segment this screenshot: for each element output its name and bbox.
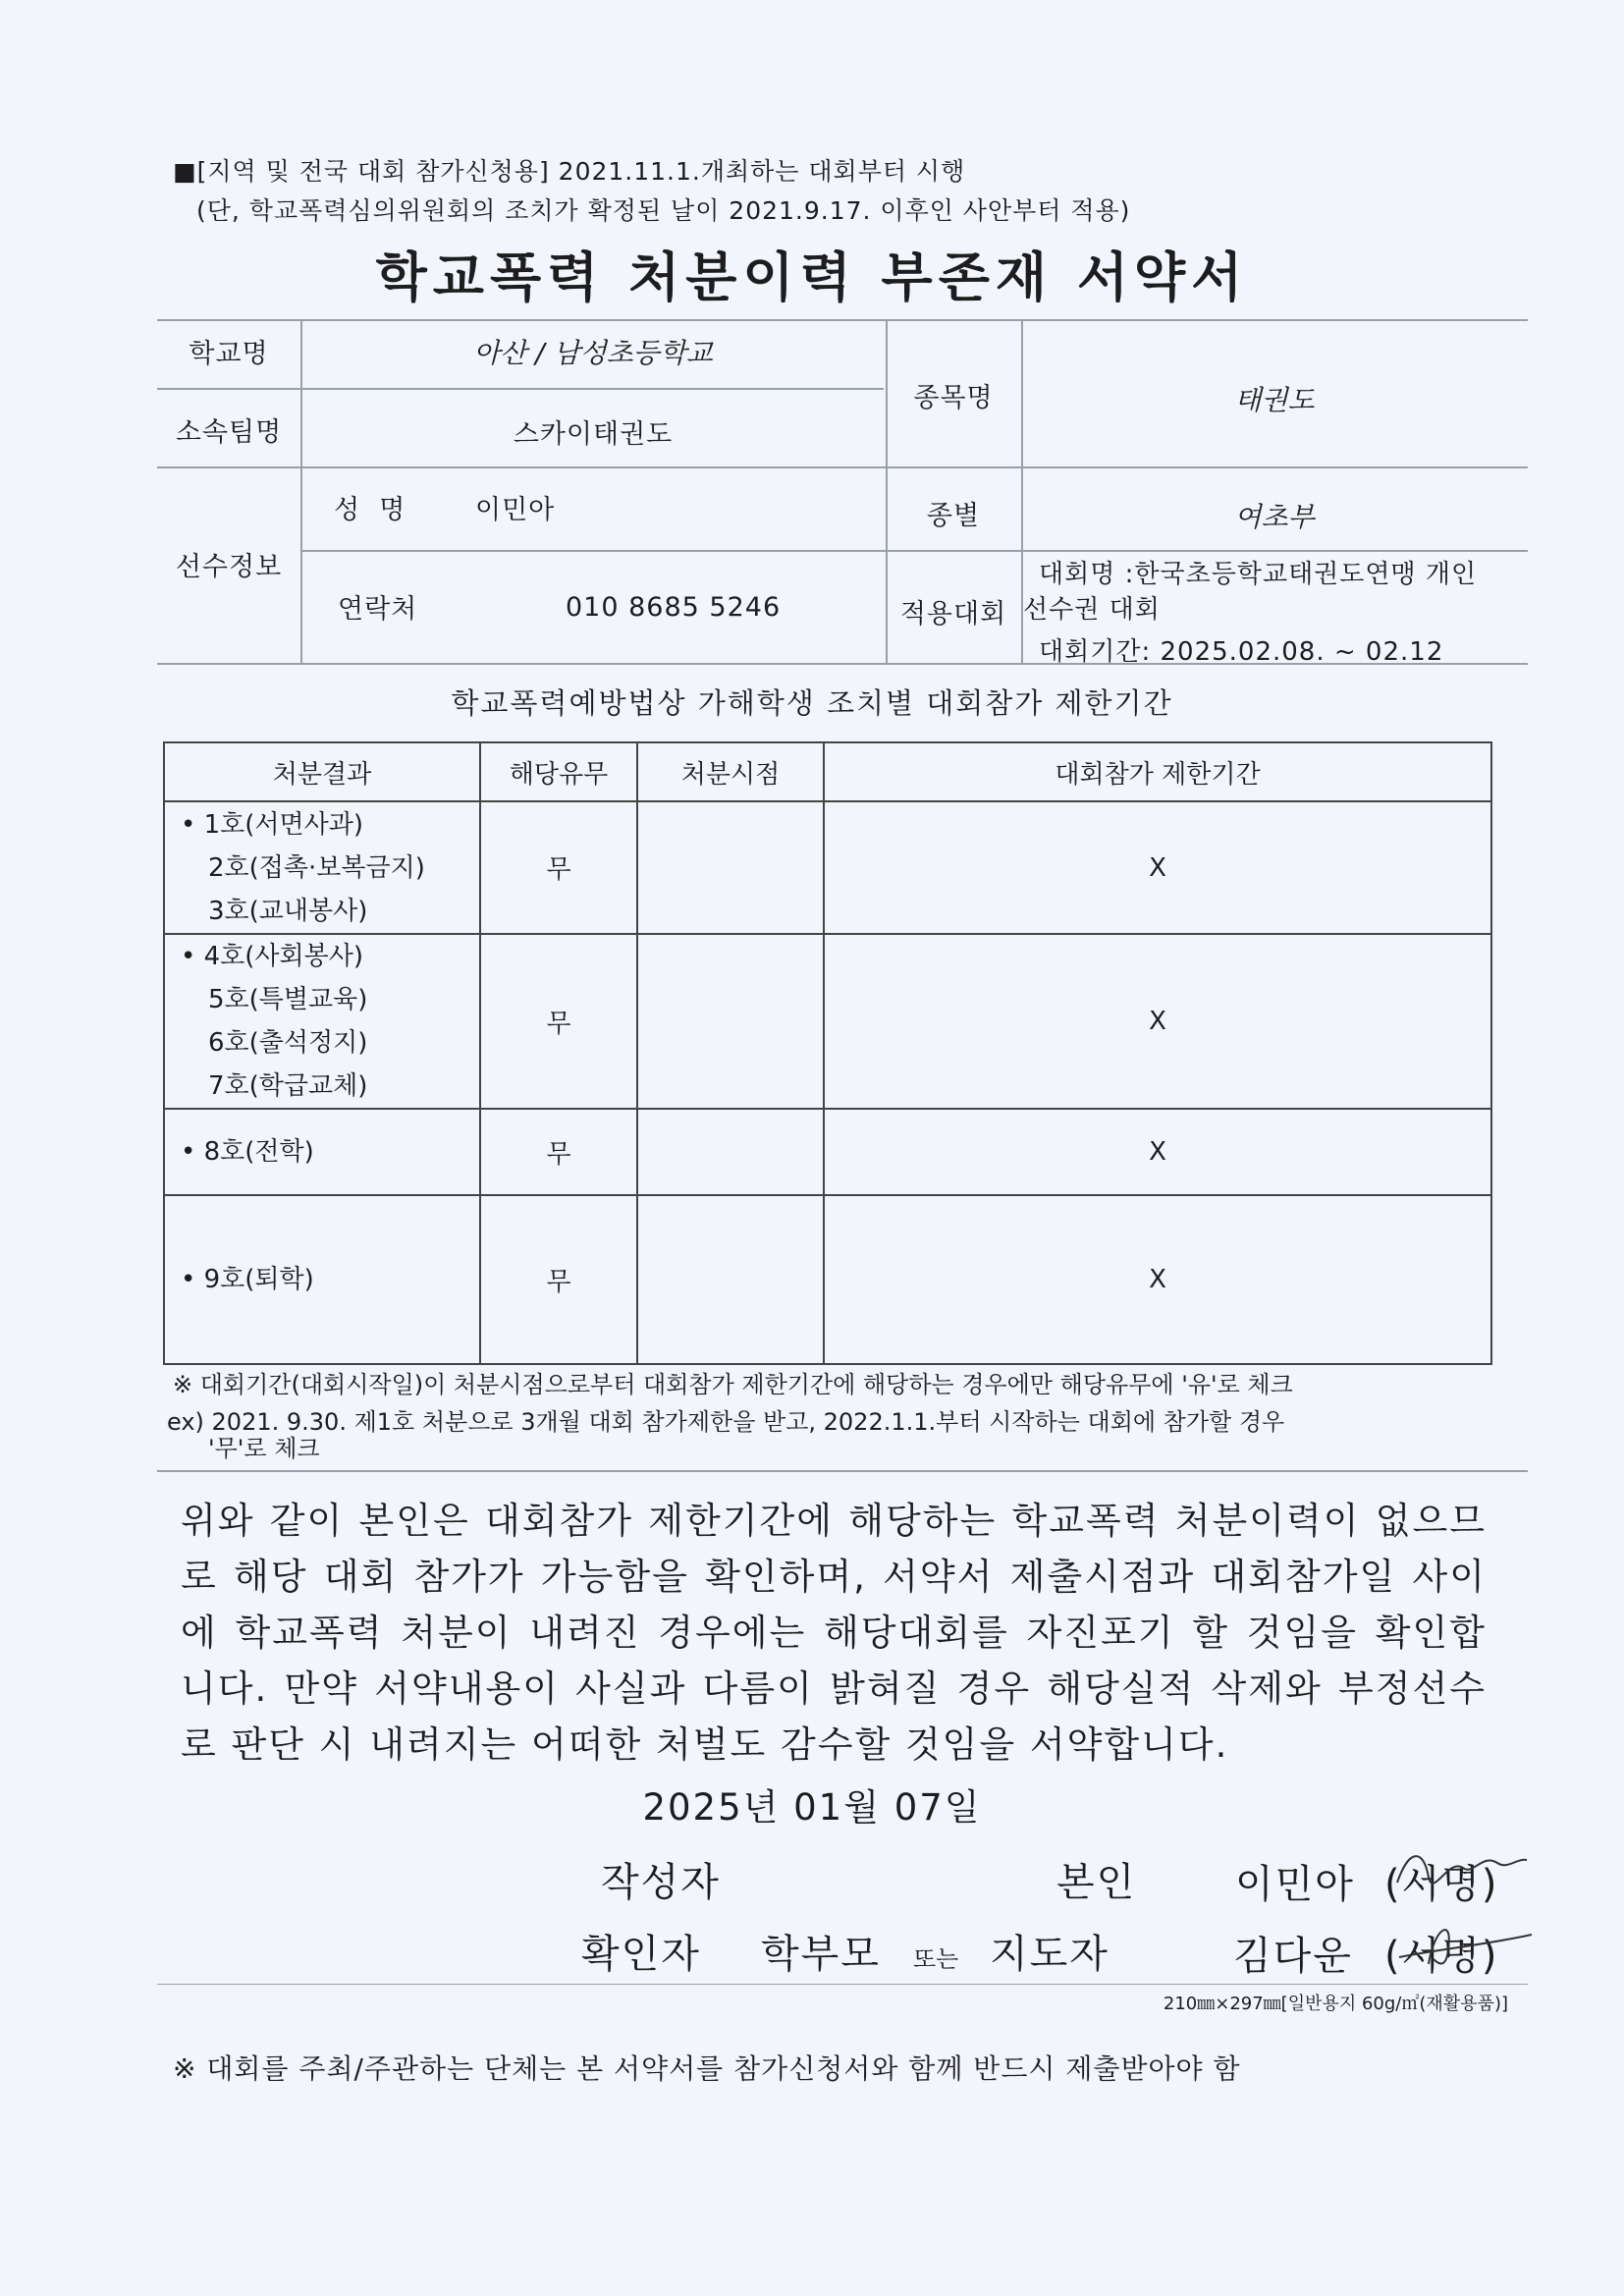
team-value: 스카이태권도 [513, 419, 674, 450]
parent-label: 학부모 [761, 1932, 881, 1977]
measure-7: 7호(학급교체) [208, 1071, 368, 1101]
writer-name: 이민아 [1235, 1862, 1355, 1907]
player-info-label: 선수정보 [175, 552, 283, 582]
competition-label: 적용대회 [899, 599, 1007, 629]
team-label: 소속팀명 [175, 417, 283, 448]
header-applicable: 해당유무 [480, 742, 637, 801]
period-cell: X [824, 801, 1491, 934]
table-row [164, 934, 1491, 1109]
date-cell [637, 801, 824, 934]
sport-label: 종목명 [913, 383, 994, 413]
measure-2: 2호(접촉·보복금지) [208, 852, 425, 883]
period-cell: X [824, 934, 1491, 1109]
name-label: 성 명 [334, 495, 406, 525]
result-cell [164, 934, 480, 1109]
page-title: 학교폭력 처분이력 부존재 서약서 [375, 246, 1249, 308]
notice-line-2: (단, 학교폭력심의위원회의 조치가 확정된 날이 2021.9.17. 이후인 사안부터 적용) [196, 196, 1131, 225]
result-cell [164, 1195, 480, 1364]
footnote-1: ※ 대회기간(대회시작일)이 처분시점으로부터 대회참가 제한기간에 해당하는 경우에만 해당유무에 '유'로 체크 [173, 1371, 1293, 1398]
applicable-cell: 무 [480, 1195, 637, 1364]
contact-value: 010 8685 5246 [566, 592, 782, 623]
period-cell: X [824, 1109, 1491, 1195]
header-date: 처분시점 [637, 742, 824, 801]
pledge-text: 위와 같이 본인은 대회참가 제한기간에 해당하는 학교폭력 처분이력이 없으므로 해당 대회 참가가 가능함을 확인하며, 서약서 제출시점과 대회참가일 사이에 학교폭력 처분이 내려진 경우에는 해당대회를 자진포기 할 것임을 확인합니다. 만약 서약내용이 사실과 다름이 밝혀질 경우 해당실적 삭제와 부정선수로 판단 시 내려지는 어떠한 처벌도 감수할 것임을 서약합니다. [181, 1500, 1487, 1766]
divider [157, 1470, 1528, 1472]
bottom-note: ※ 대회를 주최/주관하는 단체는 본 서약서를 참가신청서와 함께 반드시 제출받아야 함 [173, 2052, 1241, 2085]
contact-label: 연락처 [338, 594, 418, 625]
measure-6: 6호(출석정지) [208, 1028, 368, 1058]
info-grid-top [157, 319, 1528, 321]
table-row [164, 1109, 1491, 1195]
or-label: 또는 [913, 1945, 959, 1973]
measure-3: 3호(교내봉사) [208, 896, 368, 926]
school-label: 학교명 [189, 339, 269, 369]
competition-period: 대회기간: 2025.02.08. ~ 02.12 [1039, 637, 1444, 667]
confirmer-label: 확인자 [581, 1932, 701, 1977]
sport-value: 태권도 [1234, 384, 1315, 416]
applicable-cell: 무 [480, 934, 637, 1109]
measure-1: • 1호(서면사과) [181, 809, 364, 840]
competition-name-line1: 대회명 :한국초등학교태권도연맹 개인 [1039, 560, 1478, 589]
writer-sign-label: (서명) [1384, 1862, 1499, 1907]
paper-spec: 210㎜×297㎜[일반용지 60g/㎡(재활용품)] [1163, 1994, 1508, 2014]
table-row [164, 801, 1491, 934]
restriction-title: 학교폭력예방법상 가해학생 조치별 대회참가 제한기간 [451, 686, 1173, 720]
confirmer-sign-label: (서명) [1384, 1934, 1499, 1979]
table-header-row [164, 742, 1491, 801]
table-row [164, 1195, 1491, 1364]
pledge-date: 2025년 01월 07일 [642, 1786, 982, 1829]
header-result: 처분결과 [164, 742, 480, 801]
measure-4: • 4호(사회봉사) [181, 942, 364, 971]
info-grid-line [157, 388, 884, 390]
divider [157, 1984, 1528, 1985]
info-grid-line [302, 550, 1528, 552]
measure-9: • 9호(퇴학) [181, 1265, 314, 1294]
writer-label: 작성자 [601, 1860, 721, 1905]
gender-label: 종별 [926, 501, 981, 531]
date-cell [637, 1109, 824, 1195]
name-value: 이민아 [475, 495, 556, 525]
self-label: 본인 [1056, 1860, 1137, 1905]
restriction-table [163, 741, 1492, 1365]
period-cell: X [824, 1195, 1491, 1364]
confirmer-signature [1389, 1910, 1537, 1979]
measure-5: 5호(특별교육) [208, 985, 368, 1014]
school-value: 아산 / 남성초등학교 [473, 337, 713, 369]
date-cell [637, 1195, 824, 1364]
header-period: 대회참가 제한기간 [824, 742, 1491, 801]
applicable-cell: 무 [480, 1109, 637, 1195]
footnote-2: ex) 2021. 9.30. 제1호 처분으로 3개월 대회 참가제한을 받고, 2022.1.1.부터 시작하는 대회에 참가할 경우 [167, 1408, 1285, 1436]
footnote-3: '무'로 체크 [208, 1435, 320, 1462]
info-grid-line [157, 466, 1528, 468]
notice-line-1: ■[지역 및 전국 대회 참가신청용] 2021.11.1.개최하는 대회부터 시행 [173, 157, 966, 186]
gender-value: 여초부 [1234, 501, 1315, 533]
result-cell [164, 801, 480, 934]
coach-label: 지도자 [990, 1932, 1110, 1977]
confirmer-name: 김다운 [1233, 1934, 1353, 1979]
writer-signature [1389, 1838, 1537, 1907]
date-cell [637, 934, 824, 1109]
measure-8: • 8호(전학) [181, 1137, 314, 1167]
result-cell [164, 1109, 480, 1195]
applicable-cell: 무 [480, 801, 637, 934]
competition-name-line2: 선수권 대회 [1023, 595, 1161, 625]
